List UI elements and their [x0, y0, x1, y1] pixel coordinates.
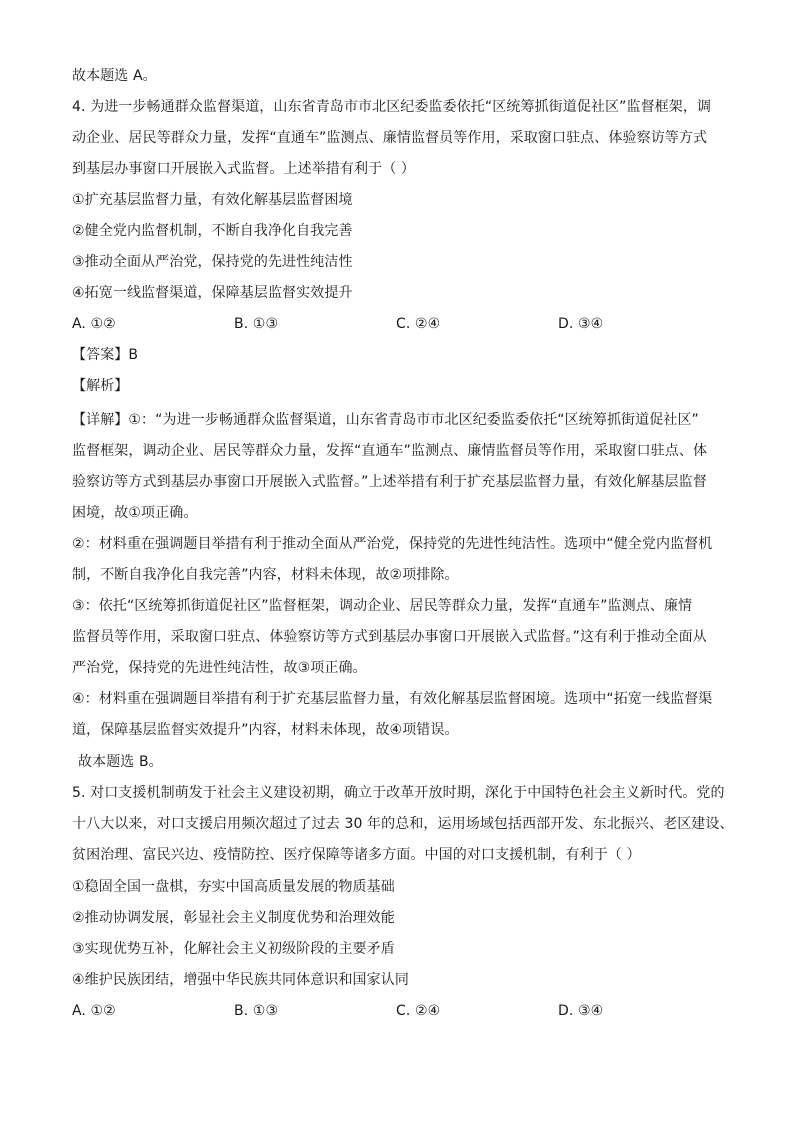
q4-item-1: ①扩充基层监督力量，有效化解基层监督困境	[72, 192, 353, 208]
q4-choice-a: A. ①②	[72, 316, 116, 332]
q4-item-3: ③推动全面从严治党，保持党的先进性纯洁性	[72, 254, 353, 270]
q5-stem-line-3: 贫困治理、富民兴边、疫情防控、医疗保障等诸多方面。中国的对口支援机制，有利于（ ）	[72, 847, 641, 863]
q4-analysis-line-3: 验察访等方式到基层办事窗口开展嵌入式监督。”上述举措有利于扩充基层监督力量，有效化解基层监督	[72, 474, 707, 490]
q4-analysis-line-6: 制，不断自我净化自我完善”内容，材料未体现，故②项排除。	[72, 567, 459, 583]
q5-choice-a: A. ①②	[72, 1003, 116, 1019]
q5-item-3: ③实现优势互补，化解社会主义初级阶段的主要矛盾	[72, 941, 395, 957]
q4-conclusion: 故本题选 B。	[78, 754, 163, 770]
q4-analysis-line-7: ③：依托“区统筹抓街道促社区”监督框架，调动企业、居民等群众力量，发挥“直通车”监测点、廉情	[72, 598, 693, 614]
q4-analysis-line-1: 【详解】①：“为进一步畅通群众监督渠道，山东省青岛市市北区纪委监委依托“区统筹抓街道促社区”	[72, 412, 699, 428]
q5-item-4: ④维护民族团结，增强中华民族共同体意识和国家认同	[72, 972, 409, 988]
q4-choice-c: C. ②④	[396, 316, 441, 332]
q4-analysis-line-11: 道，保障基层监督实效提升”内容，材料未体现，故④项错误。	[72, 722, 459, 738]
q4-analysis-line-2: 监督框架，调动企业、居民等群众力量，发挥“直通车”监测点、廉情监督员等作用，采取窗口驻点、体	[72, 443, 708, 459]
q4-stem-line-1: 4. 为进一步畅通群众监督渠道，山东省青岛市市北区纪委监委依托“区统筹抓街道促社区”监督框架，调	[72, 99, 712, 115]
q4-analysis-line-4: 困境，故①项正确。	[72, 505, 198, 521]
intro-conclusion: 故本题选 A。	[72, 68, 157, 84]
q5-item-2: ②推动协调发展，彰显社会主义制度优势和治理效能	[72, 910, 395, 926]
q4-choice-b: B. ①③	[234, 316, 279, 332]
q4-answer: 【答案】B	[72, 347, 139, 363]
q4-stem-line-2: 动企业、居民等群众力量，发挥“直通车”监测点、廉情监督员等作用，采取窗口驻点、体验察访等方式	[72, 130, 708, 146]
q4-choice-d: D. ③④	[558, 316, 604, 332]
q5-item-1: ①稳固全国一盘棋，夯实中国高质量发展的物质基础	[72, 879, 395, 895]
q5-stem-line-2: 十八大以来，对口支援启用频次超过了过去 30 年的总和，运用场域包括西部开发、东北振兴、老区建设、	[72, 816, 734, 832]
q4-analysis-line-8: 监督员等作用，采取窗口驻点、体验察访等方式到基层办事窗口开展嵌入式监督。”这有利于推动全面从	[72, 629, 707, 645]
q5-stem-line-1: 5. 对口支援机制萌发于社会主义建设初期，确立于改革开放时期，深化于中国特色社会主义新时代。党的	[72, 785, 725, 801]
q5-choice-b: B. ①③	[234, 1003, 279, 1019]
q4-analysis-line-5: ②：材料重在强调题目举措有利于推动全面从严治党，保持党的先进性纯洁性。选项中“健全党内监督机	[72, 536, 713, 552]
q4-stem-line-3: 到基层办事窗口开展嵌入式监督。上述举措有利于（ ）	[72, 161, 415, 177]
q4-item-2: ②健全党内监督机制，不断自我净化自我完善	[72, 223, 353, 239]
q4-item-4: ④拓宽一线监督渠道，保障基层监督实效提升	[72, 285, 353, 301]
q4-analysis-line-10: ④：材料重在强调题目举措有利于扩充基层监督力量，有效化解基层监督困境。选项中“拓宽一线监督渠	[72, 691, 713, 707]
q4-analysis-title: 【解析】	[72, 378, 129, 394]
q4-analysis-line-9: 严治党，保持党的先进性纯洁性，故③项正确。	[72, 660, 367, 676]
q5-choice-c: C. ②④	[396, 1003, 441, 1019]
q5-choice-d: D. ③④	[558, 1003, 604, 1019]
